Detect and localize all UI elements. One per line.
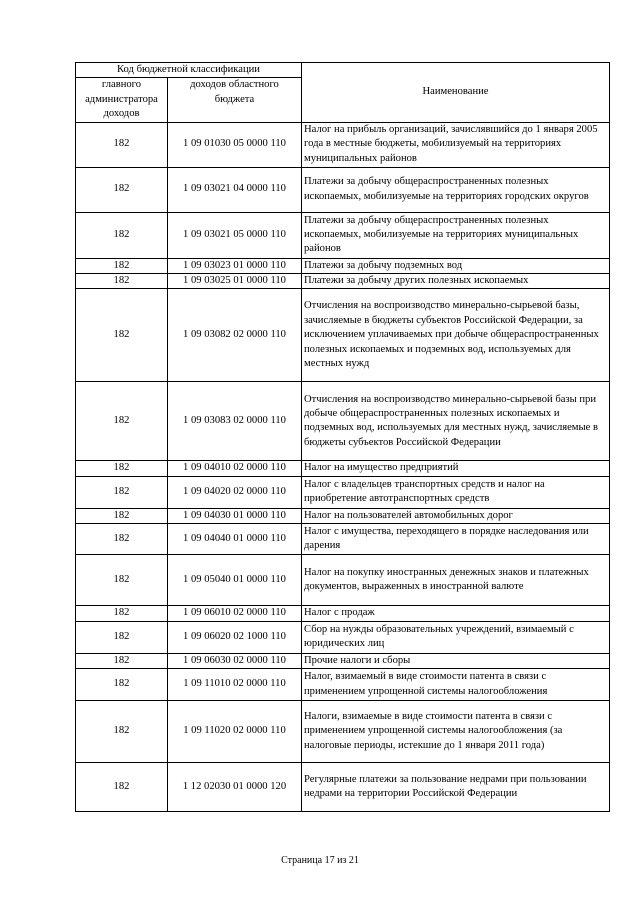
admin-cell: 182 <box>76 212 168 258</box>
name-cell: Платежи за добычу общераспространенных полезных ископаемых, мобилизуемые на территориях муниципальных районов <box>302 212 610 258</box>
code-cell: 1 09 03023 01 0000 110 <box>168 258 302 273</box>
name-cell: Налог на покупку иностранных денежных знаков и платежных документов, выраженных в иностранной валюте <box>302 555 610 606</box>
header-group-title: Код бюджетной классификации <box>76 63 302 78</box>
table-row <box>76 212 610 258</box>
code-cell: 1 09 03021 04 0000 110 <box>168 167 302 212</box>
name-cell: Платежи за добычу подземных вод <box>302 258 610 273</box>
name-cell: Налог на имущество предприятий <box>302 461 610 476</box>
table-row <box>76 274 610 289</box>
code-cell: 1 12 02030 01 0000 120 <box>168 763 302 812</box>
code-cell: 1 09 03083 02 0000 110 <box>168 382 302 461</box>
name-cell: Платежи за добычу других полезных ископаемых <box>302 274 610 289</box>
admin-cell: 182 <box>76 461 168 476</box>
name-cell: Налог с владельцев транспортных средств и налог на приобретение автотранспортных средств <box>302 476 610 508</box>
admin-cell: 182 <box>76 653 168 668</box>
table-row <box>76 701 610 763</box>
code-cell: 1 09 04020 02 0000 110 <box>168 476 302 508</box>
name-cell: Налог с имущества, переходящего в порядке наследования или дарения <box>302 524 610 555</box>
name-cell: Налог на прибыль организаций, зачислявшийся до 1 января 2005 года в местные бюджеты, мобилизуемый на территориях муниципальных районов <box>302 122 610 167</box>
code-cell: 1 09 04040 01 0000 110 <box>168 524 302 555</box>
name-cell: Отчисления на воспроизводство минерально-сырьевой базы, зачисляемые в бюджеты субъектов Российской Федерации, за исключением уплачиваемых при добыче общераспространенных полезных ископаемых и подземных вод, используемых для местных нужд <box>302 289 610 382</box>
admin-cell: 182 <box>76 167 168 212</box>
code-cell: 1 09 06030 02 0000 110 <box>168 653 302 668</box>
table-row <box>76 653 610 668</box>
name-cell: Налог с продаж <box>302 606 610 621</box>
header-name: Наименование <box>302 63 610 123</box>
admin-cell: 182 <box>76 476 168 508</box>
page-number: Страница 17 из 21 <box>281 855 359 866</box>
name-cell: Налоги, взимаемые в виде стоимости патента в связи с применением упрощенной системы налогообложения (за налоговые периоды, истекшие до 1 января 2011 года) <box>302 701 610 763</box>
name-cell: Отчисления на воспроизводство минерально-сырьевой базы при добыче общераспространенных полезных ископаемых и подземных вод, используемых для местных нужд, зачисляемые в бюджеты субъектов Российской Федерации <box>302 382 610 461</box>
admin-cell: 182 <box>76 289 168 382</box>
code-cell: 1 09 03025 01 0000 110 <box>168 274 302 289</box>
name-cell: Налог, взимаемый в виде стоимости патента в связи с применением упрощенной системы налогообложения <box>302 669 610 701</box>
code-cell: 1 09 03021 05 0000 110 <box>168 212 302 258</box>
admin-cell: 182 <box>76 669 168 701</box>
table-row <box>76 669 610 701</box>
code-cell: 1 09 01030 05 0000 110 <box>168 122 302 167</box>
table-row <box>76 606 610 621</box>
code-cell: 1 09 11020 02 0000 110 <box>168 701 302 763</box>
table-row <box>76 476 610 508</box>
code-cell: 1 09 04010 02 0000 110 <box>168 461 302 476</box>
name-cell: Налог на пользователей автомобильных дорог <box>302 508 610 523</box>
code-cell: 1 09 04030 01 0000 110 <box>168 508 302 523</box>
code-cell: 1 09 06020 02 1000 110 <box>168 621 302 653</box>
code-cell: 1 09 03082 02 0000 110 <box>168 289 302 382</box>
table-row <box>76 621 610 653</box>
header-code: доходов областного бюджета <box>168 78 302 122</box>
admin-cell: 182 <box>76 258 168 273</box>
table-row <box>76 763 610 812</box>
table-row <box>76 122 610 167</box>
table-row <box>76 289 610 382</box>
admin-cell: 182 <box>76 701 168 763</box>
budget-classification-table <box>75 62 610 812</box>
admin-cell: 182 <box>76 382 168 461</box>
name-cell: Сбор на нужды образовательных учреждений, взимаемый с юридических лиц <box>302 621 610 653</box>
name-cell: Платежи за добычу общераспространенных полезных ископаемых, мобилизуемые на территориях городских округов <box>302 167 610 212</box>
admin-cell: 182 <box>76 122 168 167</box>
table-row <box>76 258 610 273</box>
table-row <box>76 461 610 476</box>
admin-cell: 182 <box>76 763 168 812</box>
code-cell: 1 09 06010 02 0000 110 <box>168 606 302 621</box>
admin-cell: 182 <box>76 555 168 606</box>
header-admin: главного администратора доходов <box>76 78 168 122</box>
name-cell: Прочие налоги и сборы <box>302 653 610 668</box>
code-cell: 1 09 05040 01 0000 110 <box>168 555 302 606</box>
admin-cell: 182 <box>76 524 168 555</box>
table-row <box>76 508 610 523</box>
table-row <box>76 167 610 212</box>
table-row <box>76 555 610 606</box>
code-cell: 1 09 11010 02 0000 110 <box>168 669 302 701</box>
name-cell: Регулярные платежи за пользование недрами при пользовании недрами на территории Российской Федерации <box>302 763 610 812</box>
admin-cell: 182 <box>76 621 168 653</box>
table-row <box>76 524 610 555</box>
admin-cell: 182 <box>76 508 168 523</box>
admin-cell: 182 <box>76 606 168 621</box>
admin-cell: 182 <box>76 274 168 289</box>
table-row <box>76 382 610 461</box>
